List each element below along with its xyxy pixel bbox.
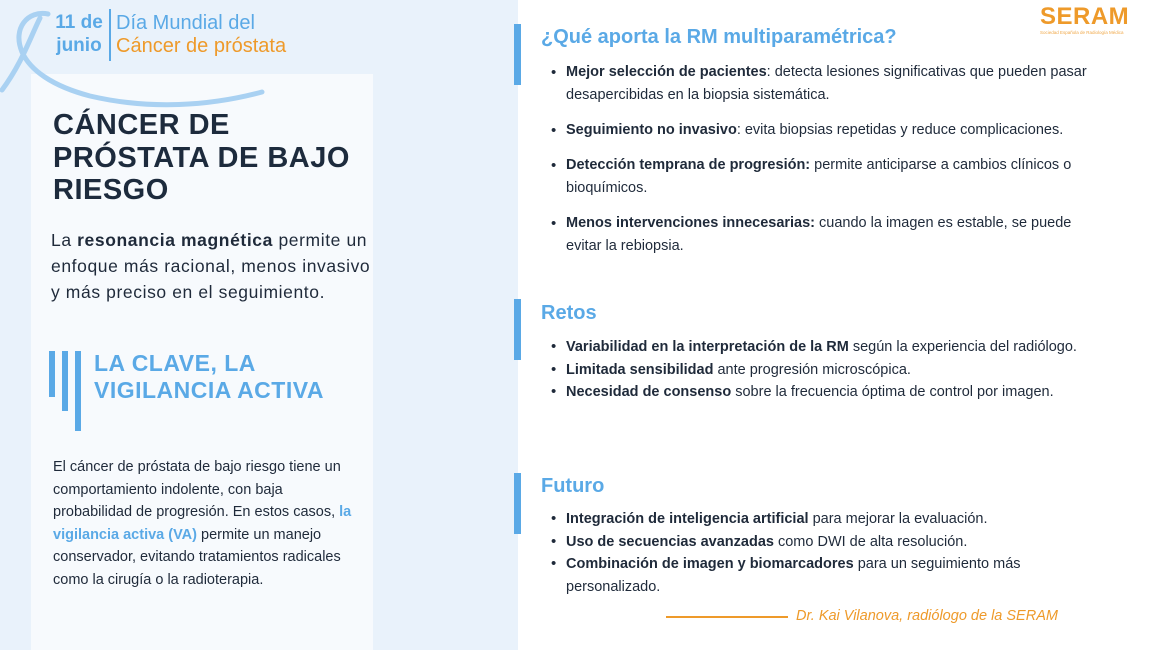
date-divider: [109, 9, 111, 61]
intro-post: permite un enfoque más racional, menos invasivo y más preciso en el seguimiento.: [51, 230, 371, 302]
event-name-line1: Día Mundial del: [116, 12, 255, 34]
author-signature: Dr. Kai Vilanova, radiólogo de la SERAM: [796, 608, 1058, 624]
section-bar: [514, 473, 521, 534]
list-item: • Integración de inteligencia artificial para mejorar la evaluación.: [548, 508, 1093, 531]
list-item: • Detección temprana de progresión: permite anticiparse a cambios clínicos o bioquímicos.: [548, 154, 1093, 200]
intro-bold: resonancia magnética: [77, 230, 273, 250]
decorative-bars: [49, 351, 89, 431]
section-list-futuro: [548, 508, 1093, 598]
list-item: • Variabilidad en la interpretación de la RM según la experiencia del radiólogo.: [548, 336, 1093, 359]
intro-pre: La: [51, 230, 72, 250]
signature-divider: [666, 616, 788, 618]
list-item: • Mejor selección de pacientes: detecta lesiones significativas que pueden pasar desapercibidas en la biopsia sistemática.: [548, 61, 1093, 107]
list-item: • Combinación de imagen y biomarcadores para un seguimiento más personalizado.: [548, 553, 1093, 598]
list-item: • Menos intervenciones innecesarias: cuando la imagen es estable, se puede evitar la rebiopsia.: [548, 212, 1093, 258]
list-item: • Uso de secuencias avanzadas como DWI de alta resolución.: [548, 531, 1093, 554]
section-title-rm: ¿Qué aporta la RM multiparamétrica?: [541, 26, 897, 48]
section-title-retos: Retos: [541, 302, 597, 324]
event-month: junio: [56, 35, 102, 56]
list-item: • Seguimiento no invasivo: evita biopsias repetidas y reduce complicaciones.: [548, 119, 1093, 142]
body-paragraph: [53, 456, 363, 591]
event-name-line2: Cáncer de próstata: [116, 35, 287, 57]
section-bar: [514, 24, 521, 85]
section-title-futuro: Futuro: [541, 475, 605, 497]
event-day: 11 de: [55, 12, 103, 33]
logo-text: SERAM: [1040, 3, 1130, 30]
clave-heading: LA CLAVE, LA VIGILANCIA ACTIVA: [94, 350, 324, 403]
body-pre: El cáncer de próstata de bajo riesgo tiene un comportamiento indolente, con baja probabilidad de progresión. En estos casos,: [53, 459, 341, 520]
section-bar: [514, 299, 521, 360]
seram-logo: [1040, 4, 1140, 38]
body-post: permite un manejo conservador, evitando tratamientos radicales como la cirugía o la radioterapia.: [53, 526, 341, 588]
body-highlight: la vigilancia activa (VA): [53, 504, 352, 543]
event-date: [51, 11, 107, 57]
list-item: • Necesidad de consenso sobre la frecuencia óptima de control por imagen.: [548, 381, 1093, 404]
list-item: • Limitada sensibilidad ante progresión microscópica.: [548, 359, 1093, 382]
intro-paragraph: [51, 227, 371, 305]
section-list-rm: [548, 61, 1093, 270]
section-list-retos: [548, 336, 1093, 404]
page-title: CÁNCER DE PRÓSTATA DE BAJO RIESGO: [53, 109, 350, 206]
logo-tagline: Sociedad Española de Radiología Médica: [1040, 30, 1124, 35]
